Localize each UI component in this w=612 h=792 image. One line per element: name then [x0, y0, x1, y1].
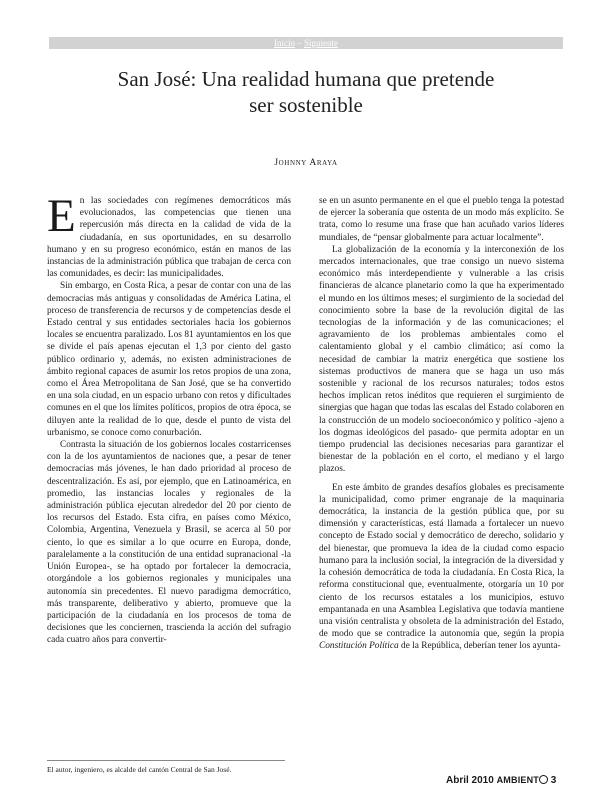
link-siguiente[interactable]: Siguiente — [304, 38, 338, 48]
logo-circle-icon — [539, 775, 548, 784]
paragraph-6-italic: Constitución Política — [319, 641, 399, 652]
page-navigation — [49, 37, 563, 49]
footnote-rule — [47, 760, 285, 761]
nav-separator: – — [295, 38, 304, 48]
article-title — [80, 66, 532, 118]
paragraph-1 — [47, 190, 291, 280]
drop-cap: E — [47, 190, 76, 242]
paragraph-1-text: n las sociedades con regímenes democráticos más evolucionados, las competencias que tienen una repercusión más directa en la calidad de vida de la ciudadanía, en sus oportunidades, en su desarrollo humano y en su progreso económico, están en manos de las instancias de la administración pública que trabajan de cerca con las comunidades, es decir: las municipalidades. — [47, 196, 291, 280]
title-line-2: ser sostenible — [249, 93, 363, 117]
paragraph-6 — [319, 482, 564, 653]
ambientico-logo — [497, 775, 548, 785]
page-footer — [446, 775, 556, 786]
left-column — [47, 190, 291, 647]
issue-date: Abril 2010 — [446, 775, 494, 786]
footnote: El autor, ingeniero, es alcalde del cantón Central de San José. — [47, 765, 232, 774]
right-column — [319, 195, 564, 653]
paragraph-6-text-b: de la República, deberían tener los ayunta- — [398, 641, 561, 652]
paragraph-2: Sin embargo, en Costa Rica, a pesar de contar con una de las democracias más antiguas y consolidadas de América Latina, el proceso de transferencia de recursos y de competencias desde el Estado central y sus entidades sectoriales hacia los gobiernos locales se encuentra paralizado. Los 81 ayuntamientos en los que se divide el país apenas ejecutan el 1,3 por ciento del gasto público ordinario y, además, no existen administraciones de ámbito regional capaces de asumir los retos propios de una zona, como el Área Metropolitana de San José, que se ha convertido en una sola ciudad, en un espacio urbano con retos y dificultades comunes en el que los límites políticos, propios de otra época, se diluyen ante la realidad de lo que, desde el punto de vista del urbanismo, se conoce como conurbación. — [47, 281, 291, 438]
author-byline: Johnny Araya — [274, 158, 338, 168]
paragraph-4: se en un asunto permanente en el que el pueblo tenga la potestad de ejercer la soberanía que ostenta de un modo más explícito. Se trata, como lo resume una frase que han acuñado varios líderes mundiales, de “pensar globalmente para actuar localmente”. — [319, 196, 564, 243]
top-navigation-bar — [49, 37, 563, 49]
paragraph-3: Contrasta la situación de los gobiernos locales costarricenses con la de los ayuntamientos de naciones que, a pesar de tener democracias más jóvenes, le han dado prioridad al proceso de descentralización. Es así, por ejemplo, que en Latinoamérica, en promedio, las instancias locales y regionales de la administración pública ejecutan alrededor del 20 por ciento de los recursos del Estado. Esta cifra, en países como México, Colombia, Argentina, Venezuela y Brasil, se acerca al 50 por ciento, lo que es similar a lo que ocurre en Europa, donde, paralelamente a la constitución de una entidad supranacional -la Unión Europea-, se ha optado por fortalecer la democracia, otorgándole a los gobiernos regionales y municipales una autonomía sin precedentes. El nuevo paradigma democrático, más transparente, deliberativo y abierto, promueve que la participación de la ciudadanía en los procesos de toma de decisiones que les conciernen, trascienda la acción del sufragio cada cuatro años para convertir- — [47, 440, 291, 646]
title-line-1: San José: Una realidad humana que pretende — [117, 67, 495, 91]
page-number: 3 — [550, 775, 557, 786]
paragraph-5: La globalización de la economía y la interconexión de los mercados internacionales, que trae consigo un nuevo sistema económico más interdependiente y vulnerable a las crisis financieras de alcance planetario como la que ha experimentado el mundo en los últimos meses; el surgimiento de la sociedad del conocimiento sobre la base de la revolución digital de las tecnologías de la información y de las comunicaciones; el agravamiento de los problemas ambientales como el calentamiento global y el cambio climático; así como la necesidad de cambiar la matriz energética que sostiene los sistemas productivos de manera que se haga un uso más sostenible y racional de los recursos naturales; todos estos hechos implican retos inéditos que requieren el surgimiento de sinergias que hagan que todas las escalas del Estado colaboren en la construcción de un modelo socioeconómico y político -ajeno a los dogmas ideológicos del pasado- que permita adoptar en un tiempo prudencial las decisiones necesarias para garantizar el bienestar de la población en el corto, el mediano y el largo plazos. — [319, 244, 564, 475]
link-inicio[interactable]: Inicio — [274, 38, 295, 48]
paragraph-6-text-a: En este ámbito de grandes desafíos globales es precisamente la municipalidad, como primer engranaje de la maquinaria democrática, la instancia de la gestión pública que, por su dimensión y características, está llamada a fortalecer un nuevo concepto de Estado social y democrático de derecho, solidario y del bienestar, que promueva la idea de la ciudad como espacio humano para la inclusión social, la integración de la diversidad y la cohesión democrática de toda la ciudadanía. En Costa Rica, la reforma constitucional que, eventualmente, otorgaría un 10 por ciento de los recursos estatales a los municipios, estuvo empantanada en una Asamblea Legislativa que todavía mantiene una visión centralista y obsoleta de la administración del Estado, de modo que se contradice la autonomía que, según la propia — [319, 482, 564, 640]
logo-text: AMBIENT — [496, 775, 539, 785]
